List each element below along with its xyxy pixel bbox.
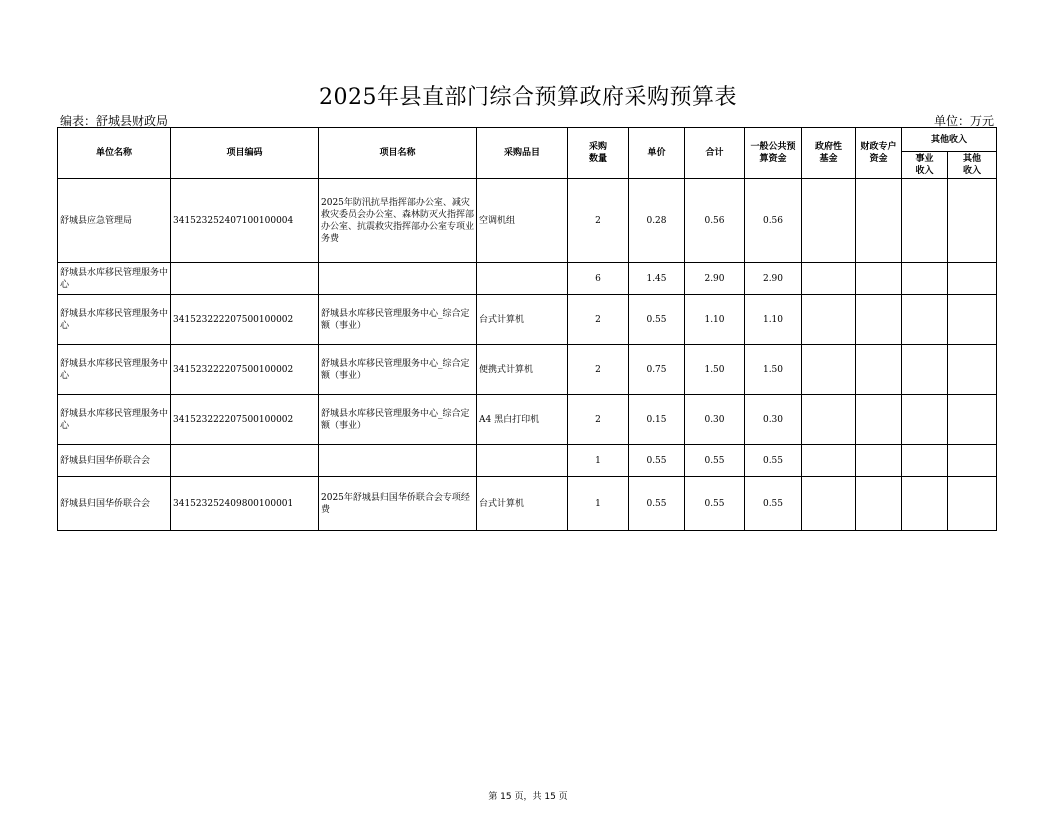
cell-unit: 舒城县水库移民管理服务中心 bbox=[58, 395, 171, 445]
cell-code bbox=[171, 445, 319, 477]
cell-business-income bbox=[902, 179, 948, 263]
cell-gov-fund bbox=[802, 477, 856, 531]
cell-total: 0.55 bbox=[685, 477, 745, 531]
cell-code: 341523222207500100002 bbox=[171, 295, 319, 345]
table-row bbox=[58, 179, 997, 263]
cell-general-budget: 2.90 bbox=[745, 263, 802, 295]
cell-project-name bbox=[319, 263, 477, 295]
cell-business-income bbox=[902, 295, 948, 345]
cell-other-income bbox=[948, 395, 997, 445]
cell-total: 2.90 bbox=[685, 263, 745, 295]
cell-general-budget: 1.50 bbox=[745, 345, 802, 395]
cell-general-budget: 0.55 bbox=[745, 477, 802, 531]
cell-gov-fund bbox=[802, 445, 856, 477]
cell-general-budget: 0.30 bbox=[745, 395, 802, 445]
cell-item bbox=[477, 263, 568, 295]
cell-project-name bbox=[319, 445, 477, 477]
cell-qty: 2 bbox=[568, 179, 629, 263]
cell-other-income bbox=[948, 295, 997, 345]
cell-unit: 舒城县归国华侨联合会 bbox=[58, 477, 171, 531]
compiler-label: 编表：舒城县财政局 bbox=[60, 114, 169, 128]
unit-label: 单位：万元 bbox=[933, 114, 994, 128]
cell-qty: 1 bbox=[568, 477, 629, 531]
cell-item bbox=[477, 445, 568, 477]
cell-special-fund bbox=[856, 179, 902, 263]
cell-item: 台式计算机 bbox=[477, 477, 568, 531]
cell-qty: 6 bbox=[568, 263, 629, 295]
cell-project-name: 2025年防汛抗旱指挥部办公室、减灾救灾委员会办公室、森林防灭火指挥部办公室、抗震救灾指挥部办公室专项业务费 bbox=[319, 179, 477, 263]
cell-item: 空调机组 bbox=[477, 179, 568, 263]
cell-qty: 2 bbox=[568, 345, 629, 395]
table-row bbox=[58, 345, 997, 395]
cell-total: 1.50 bbox=[685, 345, 745, 395]
cell-item: 台式计算机 bbox=[477, 295, 568, 345]
cell-gov-fund bbox=[802, 179, 856, 263]
cell-gov-fund bbox=[802, 295, 856, 345]
cell-qty: 2 bbox=[568, 295, 629, 345]
header-price: 单价 bbox=[629, 128, 685, 179]
cell-general-budget: 1.10 bbox=[745, 295, 802, 345]
cell-special-fund bbox=[856, 263, 902, 295]
header-qty: 采购 数量 bbox=[568, 128, 629, 179]
cell-other-income bbox=[948, 345, 997, 395]
cell-project-name: 2025年舒城县归国华侨联合会专项经费 bbox=[319, 477, 477, 531]
table-row bbox=[58, 295, 997, 345]
cell-code: 341523222207500100002 bbox=[171, 395, 319, 445]
header-business-income: 事业 收入 bbox=[902, 152, 948, 179]
cell-special-fund bbox=[856, 395, 902, 445]
cell-gov-fund bbox=[802, 345, 856, 395]
cell-other-income bbox=[948, 477, 997, 531]
cell-item: 便携式计算机 bbox=[477, 345, 568, 395]
cell-price: 0.75 bbox=[629, 345, 685, 395]
header-other-income: 其他收入 bbox=[902, 128, 997, 152]
cell-price: 0.55 bbox=[629, 445, 685, 477]
cell-business-income bbox=[902, 263, 948, 295]
header-project-code: 项目编码 bbox=[171, 128, 319, 179]
cell-unit: 舒城县水库移民管理服务中心 bbox=[58, 345, 171, 395]
header-item: 采购品目 bbox=[477, 128, 568, 179]
cell-total: 0.56 bbox=[685, 179, 745, 263]
cell-code: 341523252409800100001 bbox=[171, 477, 319, 531]
table-row bbox=[58, 445, 997, 477]
cell-special-fund bbox=[856, 477, 902, 531]
cell-business-income bbox=[902, 395, 948, 445]
cell-unit: 舒城县水库移民管理服务中心 bbox=[58, 295, 171, 345]
cell-business-income bbox=[902, 445, 948, 477]
cell-total: 1.10 bbox=[685, 295, 745, 345]
cell-unit: 舒城县应急管理局 bbox=[58, 179, 171, 263]
cell-other-income bbox=[948, 445, 997, 477]
header-total: 合计 bbox=[685, 128, 745, 179]
cell-special-fund bbox=[856, 345, 902, 395]
cell-general-budget: 0.56 bbox=[745, 179, 802, 263]
cell-general-budget: 0.55 bbox=[745, 445, 802, 477]
header-general-budget: 一般公共预 算资金 bbox=[745, 128, 802, 179]
header-unit-name: 单位名称 bbox=[58, 128, 171, 179]
cell-price: 0.28 bbox=[629, 179, 685, 263]
header-gov-fund: 政府性 基金 bbox=[802, 128, 856, 179]
cell-item: A4 黑白打印机 bbox=[477, 395, 568, 445]
procurement-budget-table bbox=[57, 127, 997, 531]
table-row bbox=[58, 477, 997, 531]
cell-special-fund bbox=[856, 295, 902, 345]
header-special-fund: 财政专户 资金 bbox=[856, 128, 902, 179]
cell-other-income bbox=[948, 179, 997, 263]
table-row bbox=[58, 263, 997, 295]
cell-price: 0.15 bbox=[629, 395, 685, 445]
cell-unit: 舒城县水库移民管理服务中心 bbox=[58, 263, 171, 295]
cell-total: 0.30 bbox=[685, 395, 745, 445]
cell-code bbox=[171, 263, 319, 295]
cell-gov-fund bbox=[802, 395, 856, 445]
cell-special-fund bbox=[856, 445, 902, 477]
cell-business-income bbox=[902, 477, 948, 531]
cell-project-name: 舒城县水库移民管理服务中心_综合定额（事业） bbox=[319, 395, 477, 445]
cell-code: 341523252407100100004 bbox=[171, 179, 319, 263]
cell-price: 0.55 bbox=[629, 295, 685, 345]
cell-code: 341523222207500100002 bbox=[171, 345, 319, 395]
cell-qty: 2 bbox=[568, 395, 629, 445]
cell-business-income bbox=[902, 345, 948, 395]
cell-other-income bbox=[948, 263, 997, 295]
cell-qty: 1 bbox=[568, 445, 629, 477]
page-title: 2025年县直部门综合预算政府采购预算表 bbox=[319, 85, 737, 110]
page-number: 第 15 页，共 15 页 bbox=[488, 792, 568, 802]
cell-gov-fund bbox=[802, 263, 856, 295]
header-other: 其他 收入 bbox=[948, 152, 997, 179]
cell-total: 0.55 bbox=[685, 445, 745, 477]
cell-unit: 舒城县归国华侨联合会 bbox=[58, 445, 171, 477]
cell-project-name: 舒城县水库移民管理服务中心_综合定额（事业） bbox=[319, 295, 477, 345]
table-row bbox=[58, 395, 997, 445]
header-project-name: 项目名称 bbox=[319, 128, 477, 179]
cell-price: 1.45 bbox=[629, 263, 685, 295]
cell-price: 0.55 bbox=[629, 477, 685, 531]
cell-project-name: 舒城县水库移民管理服务中心_综合定额（事业） bbox=[319, 345, 477, 395]
